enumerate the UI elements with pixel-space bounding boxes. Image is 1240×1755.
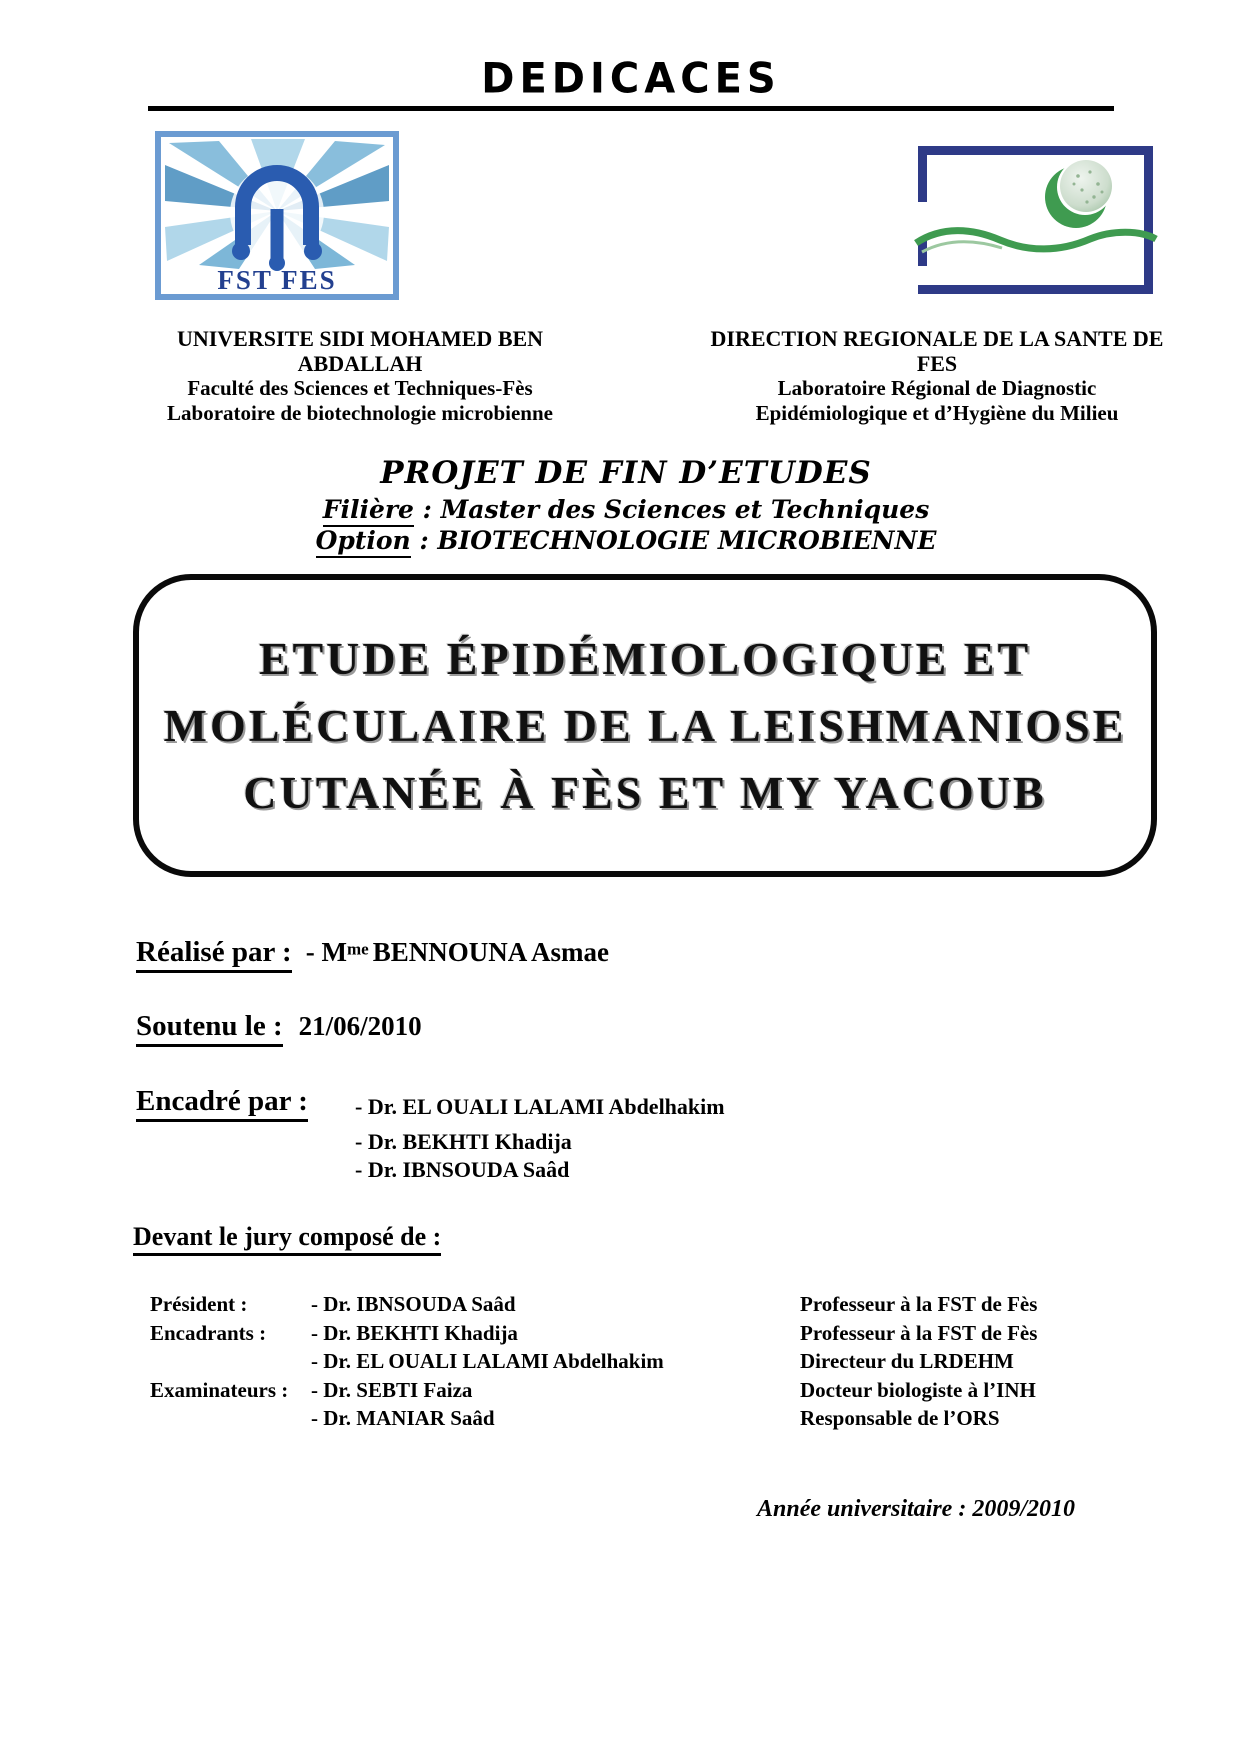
institution-left-line1: UNIVERSITE SIDI MOHAMED BEN ABDALLAH [176,326,544,376]
realise-line [136,936,609,969]
encadrant-1: - Dr. EL OUALI LALAMI Abdelhakim [355,1094,725,1119]
soutenu-value: 21/06/2010 [298,1011,422,1041]
jury-row [150,1404,1120,1433]
jury-heading: Devant le jury composé de : [133,1222,441,1256]
jury-heading-wrap [133,1222,441,1252]
encadrant-3: - Dr. IBNSOUDA Saâd [355,1157,570,1182]
thesis-title-box [133,574,1157,877]
realise-sup: me [346,939,369,959]
jury-name: - Dr. EL OUALI LALAMI Abdelhakim [311,1349,664,1373]
institution-right [690,326,1184,426]
thesis-title-line3: CUTANÉE À FÈS ET MY YACOUB [243,767,1047,818]
soutenu-label: Soutenu le : [136,1010,283,1047]
filiere-line [146,495,1106,524]
jury-role [150,1404,311,1433]
institution-left [120,326,600,426]
institution-right-line2: Laboratoire Régional de Diagnostic [777,376,1097,400]
jury-role: Président : [150,1292,248,1316]
project-block [146,455,1106,557]
project-heading: PROJET DE FIN D’ETUDES [380,455,872,491]
encadre-label-wrap [136,1085,308,1118]
thesis-title-line1: ETUDE ÉPIDÉMIOLOGIQUE ET [258,633,1032,684]
fst-fes-logo [155,131,399,300]
option-value: : BIOTECHNOLOGIE MICROBIENNE [410,526,937,555]
jury-name: - Dr. SEBTI Faiza [311,1377,473,1402]
jury-role [150,1347,311,1376]
realise-prefix: - M [305,937,347,967]
jury-title: Directeur du LRDEHM [800,1349,1014,1373]
thesis-title-line2: MOLÉCULAIRE DE LA LEISHMANIOSE [163,700,1127,751]
jury-row [150,1290,1120,1319]
institution-right-line1: DIRECTION REGIONALE DE LA SANTE DE FES [710,326,1164,376]
filiere-label: Filière [323,495,414,527]
realise-label: Réalisé par : [136,936,292,973]
jury-name: - Dr. IBNSOUDA Saâd [311,1292,516,1316]
jury-row [150,1376,1120,1405]
option-label: Option [316,526,411,558]
jury-row [150,1347,1120,1376]
jury-title: Professeur à la FST de Fès [800,1320,1038,1345]
jury-title: Docteur biologiste à l’INH [800,1377,1036,1402]
jury-title: Responsable de l’ORS [800,1406,1000,1430]
jury-row [150,1319,1120,1348]
fst-fes-logo-text: FST FES [217,265,337,295]
page-header [148,56,1114,111]
fst-fes-logo-image [155,131,399,300]
jury-role: Examinateurs : [150,1377,289,1402]
page-title: DEDICACES [481,54,781,104]
jury-name: - Dr. BEKHTI Khadija [311,1320,518,1345]
institution-left-line2: Faculté des Sciences et Techniques-Fès [187,376,533,400]
academic-year: Année universitaire : 2009/2010 [756,1496,1075,1522]
filiere-value: : Master des Sciences et Techniques [413,495,930,524]
encadrant-2: - Dr. BEKHTI Khadija [355,1129,572,1154]
jury-table [150,1290,1120,1433]
realise-name: BENNOUNA Asmae [372,937,609,967]
encadre-label: Encadré par : [136,1085,308,1122]
sante-logo [912,142,1159,298]
option-line [146,526,1106,555]
institution-right-line3: Epidémiologique et d’Hygiène du Milieu [755,401,1119,425]
jury-name: - Dr. MANIAR Saâd [311,1406,495,1430]
institution-left-line3: Laboratoire de biotechnologie microbienne [167,401,553,425]
soutenu-line [136,1010,422,1043]
sante-logo-image [912,142,1159,298]
jury-title: Professeur à la FST de Fès [800,1292,1038,1316]
jury-role: Encadrants : [150,1320,267,1345]
